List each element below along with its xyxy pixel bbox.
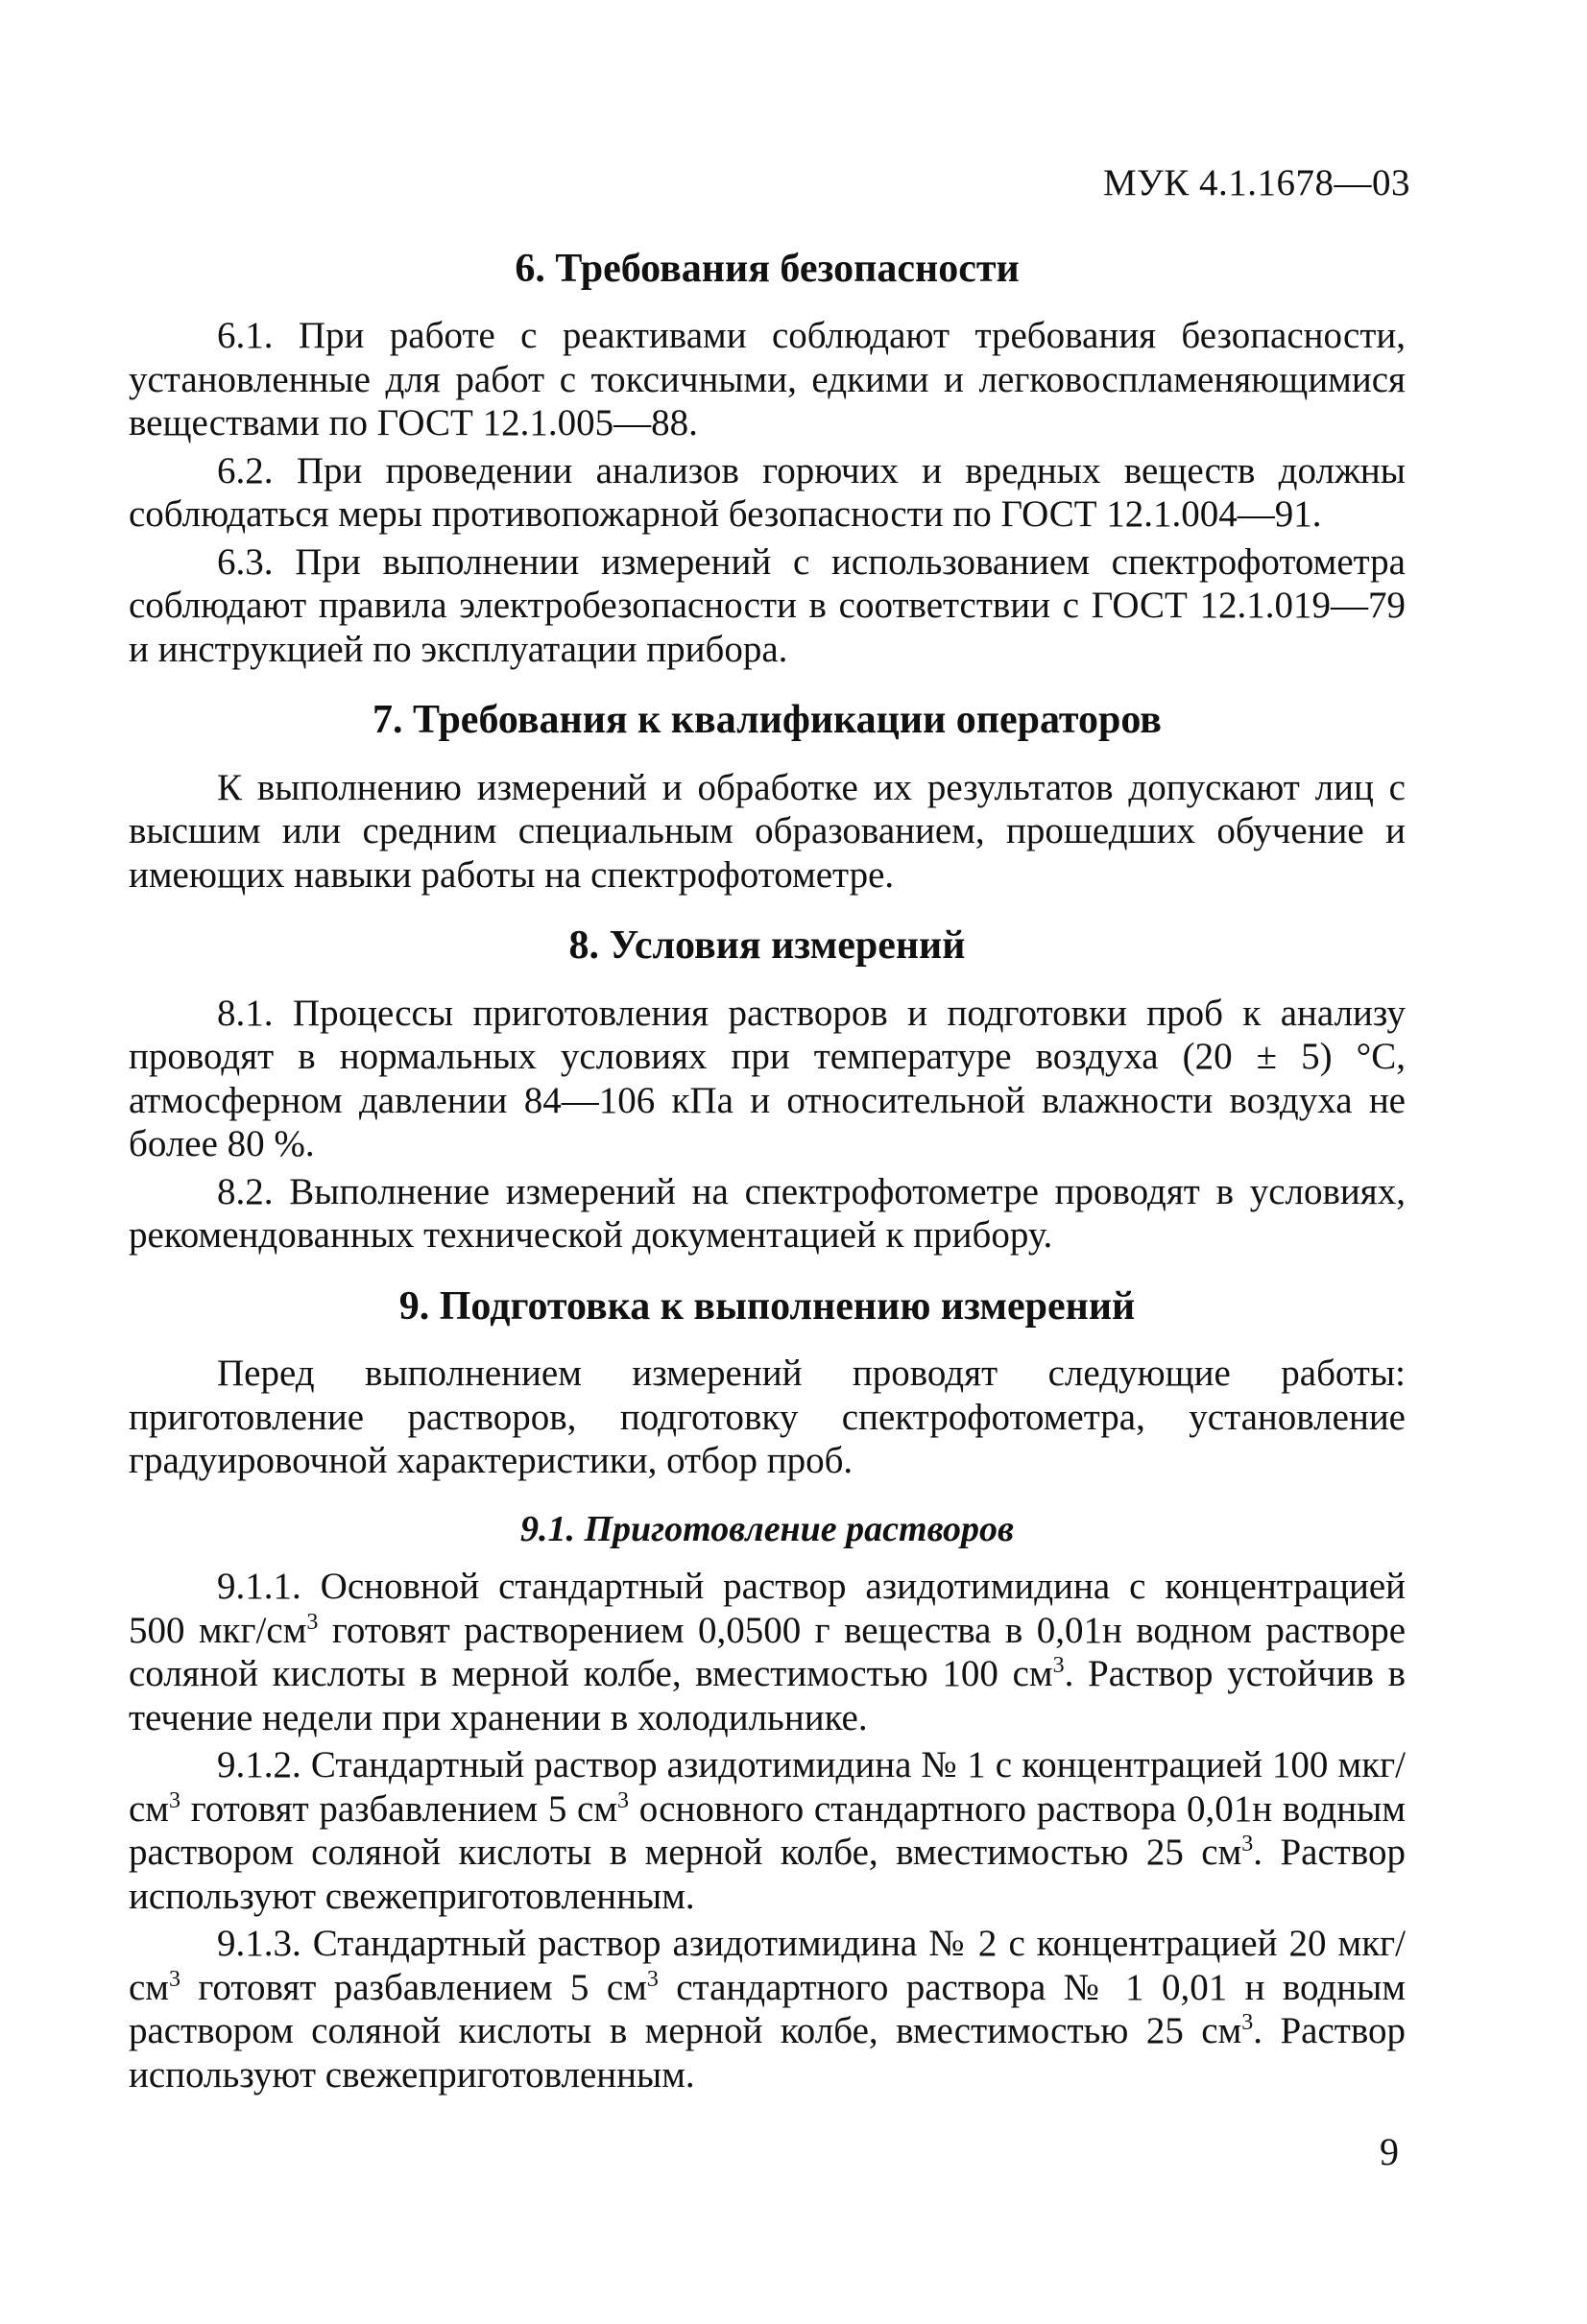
text-run: готовят разбавлением 5 см (180, 1966, 647, 2008)
paragraph: 6.1. При работе с реактивами соблюдают требования безопасности, установленные для работ с токсичными, едкими и легковоспламеняющимися веществами по ГОСТ 12.1.005—88. (129, 315, 1406, 444)
superscript: 3 (617, 1787, 630, 1813)
text-run: 9.1.3. Стандартный раствор азидотимидина № 2 с концентрацией 20 мкг/см (129, 1923, 1406, 2008)
paragraph: 6.3. При выполнении измерений с использованием спектрофотометра соблюдают правила электробезопасности в соответствии с ГОСТ 12.1.019—79 и инструкцией по эксплуатации прибора. (129, 540, 1406, 670)
document-code: МУК 4.1.1678—03 (1102, 162, 1410, 204)
paragraph: 6.2. При проведении анализов горючих и вредных веществ должны соблюдаться меры противопожарной безопасности по ГОСТ 12.1.004—91. (129, 449, 1406, 536)
paragraph-9-1-3 (129, 1922, 1406, 2096)
paragraph: 8.2. Выполнение измерений на спектрофотометре проводят в условиях, рекомендованных технической документацией к прибору. (129, 1170, 1406, 1257)
text-run: . Раствор устойчив в течение недели при хранении в холодильнике. (129, 1653, 1407, 1738)
section-conditions (129, 922, 1406, 1257)
subsection-title: 9.1. Приготовление растворов (519, 1508, 1015, 1549)
section-title: 9. Подготовка к выполнению измерений (398, 1283, 1136, 1329)
superscript: 3 (1241, 2010, 1254, 2036)
paragraph-9-1-2 (129, 1743, 1406, 1918)
text-run: 9.1.1. Основной стандартный раствор азидотимидина с концентрацией 500 мкг/см (129, 1566, 1406, 1651)
paragraph: К выполнению измерений и обработке их результатов допускают лиц с высшим или средним специальным образованием, прошедших обучение и имеющих навыки работы на спектрофотометре. (129, 766, 1406, 896)
superscript: 3 (646, 1966, 659, 1992)
page-number: 9 (1380, 2130, 1399, 2173)
section-safety (129, 245, 1406, 671)
text-run: стандартного раствора № 1 0,01 н водным раствором соляной кислоты в мерной колбе, вместимостью 25 см (129, 1966, 1407, 2052)
superscript: 3 (169, 1787, 180, 1813)
paragraph: 8.1. Процессы приготовления растворов и подготовки проб к анализу проводят в нормальных условиях при температуре воздуха (20 ± 5) °С, атмосферном давлении 84—106 кПа и относительной влажности воздуха не более 80 %. (129, 992, 1406, 1165)
section-preparation (129, 1282, 1406, 1483)
section-title: 7. Требования к квалификации операторов (373, 698, 1162, 743)
section-qualification (129, 696, 1406, 897)
superscript: 3 (169, 1966, 180, 1992)
page-content (129, 245, 1406, 2100)
text-run: готовят разбавлением 5 см (180, 1787, 618, 1830)
text-run: готовят растворением 0,0500 г вещества в 0,01н водном растворе соляной кислоты в мерной колбе, вместимостью 100 см (129, 1609, 1406, 1695)
superscript: 3 (1241, 1832, 1254, 1857)
section-title: 8. Условия измерений (568, 923, 966, 969)
subsection-solutions (129, 1508, 1406, 2097)
superscript: 3 (306, 1609, 319, 1635)
text-run: . Раствор используют свежеприготовленным. (129, 1832, 1406, 1917)
paragraph: Перед выполнением измерений проводят следующие работы: приготовление растворов, подготовку спектрофотометра, установление градуировочной характеристики, отбор проб. (129, 1353, 1406, 1482)
text-run: . Раствор используют свежеприготовленным. (129, 2010, 1406, 2096)
text-run: основного стандартного раствора 0,01н водным раствором соляной кислоты в мерной колбе, вместимостью 25 см (129, 1787, 1406, 1874)
paragraph-9-1-1 (129, 1565, 1406, 1739)
section-title: 6. Требования безопасности (515, 247, 1020, 291)
text-run: 9.1.2. Стандартный раствор азидотимидина № 1 с концентрацией 100 мкг/см (129, 1744, 1406, 1830)
superscript: 3 (1052, 1653, 1065, 1679)
